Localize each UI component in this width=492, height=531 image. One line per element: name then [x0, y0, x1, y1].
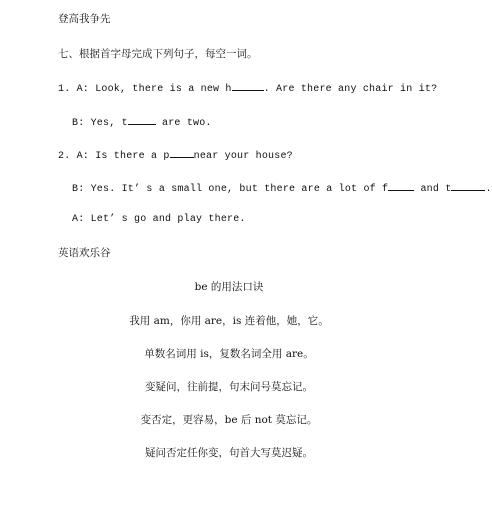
question-2a-text-start: 2. A: Is there a p [58, 151, 170, 162]
answer-blank[interactable] [128, 114, 156, 125]
answer-blank[interactable] [232, 80, 264, 91]
question-1b-text-end: are two. [155, 118, 212, 129]
poem-line: 单数名词用 is，复数名词全用 are。 [144, 348, 314, 360]
section2-title: 英语欢乐谷 [58, 247, 111, 259]
answer-blank[interactable] [170, 147, 194, 158]
poem-line: 变否定，更容易，be 后 not 莫忘记。 [140, 414, 318, 426]
question-2a [58, 147, 293, 164]
question-1a-text-start: 1. A: Look, there is a new h [58, 84, 232, 95]
question-1b [72, 114, 212, 131]
heading: 登高我争先 [58, 13, 111, 25]
question-1a [58, 80, 437, 97]
section-title: 七、根据首字母完成下列句子，每空一词。 [58, 48, 258, 60]
poem-line: 疑问否定任你变，句首大写莫迟疑。 [145, 447, 313, 459]
question-2c: A: Let’ s go and play there. [72, 214, 246, 225]
answer-blank[interactable] [451, 180, 485, 191]
question-2b-text-end: . [485, 184, 492, 195]
question-2a-text-end: near your house? [193, 151, 293, 162]
question-2b-text-start: B: Yes. It’ s a small one, but there are a lot of f [72, 184, 389, 195]
answer-blank[interactable] [388, 180, 414, 191]
question-1a-text-end: . Are there any chair in it? [263, 84, 438, 95]
poem-line: 我用 am，你用 are，is 连着他，她，它。 [129, 315, 329, 327]
question-2b-text-mid: and t [414, 184, 452, 195]
poem-line: 变疑问，往前提，句末问号莫忘记。 [145, 381, 313, 393]
question-2b [72, 180, 492, 197]
poem-title: be 的用法口诀 [194, 281, 264, 293]
question-1b-text-start: B: Yes, t [72, 118, 128, 129]
